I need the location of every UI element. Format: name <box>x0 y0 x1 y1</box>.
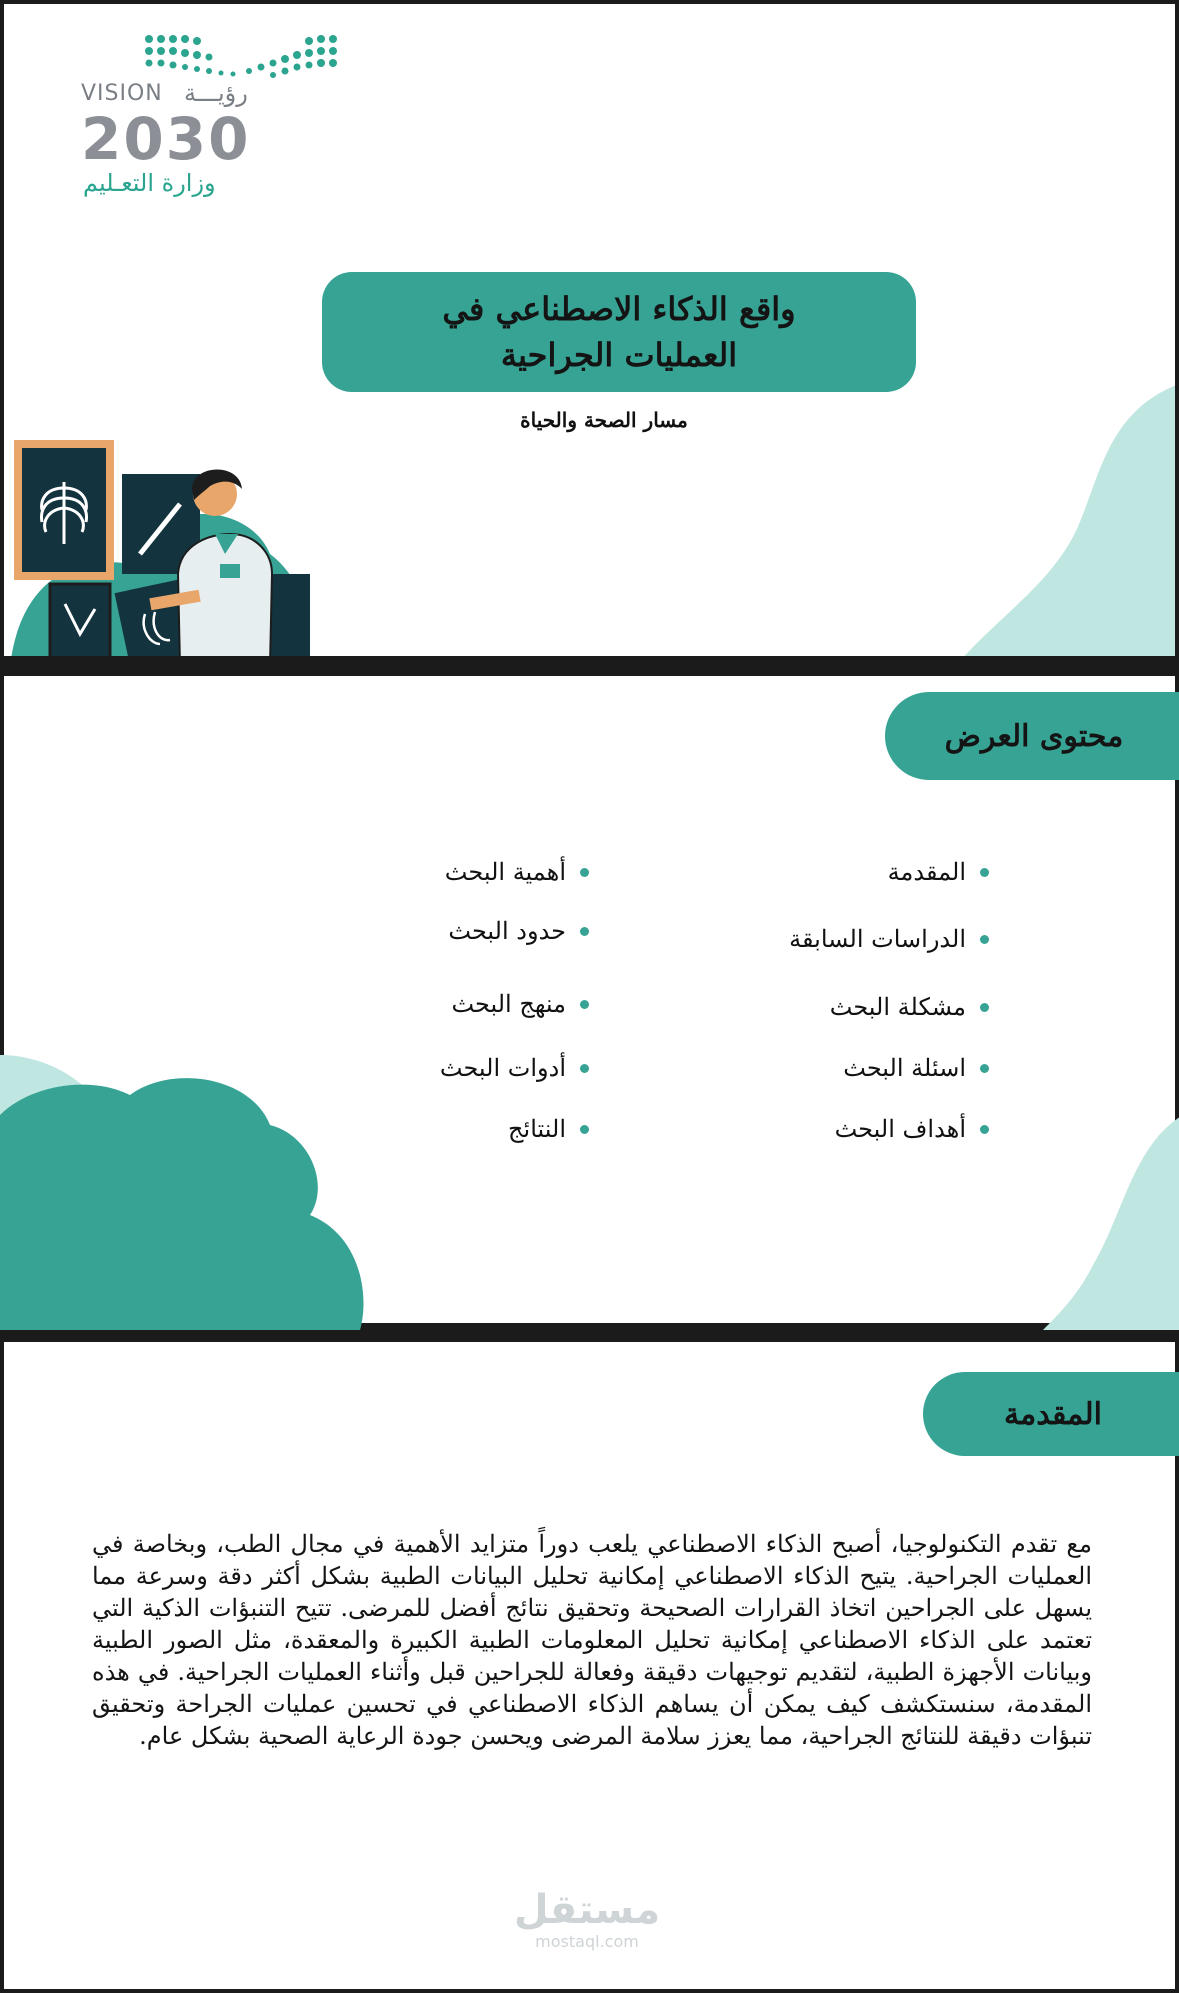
agenda-heading-banner <box>885 692 1179 780</box>
introduction-heading-banner <box>923 1372 1179 1456</box>
logo-vision-en: VISION <box>81 81 163 106</box>
presentation-title: واقع الذكاء الاصطناعي في العمليات الجراحية <box>442 290 796 374</box>
agenda-heading: محتوى العرض <box>944 718 1124 754</box>
logo-ministry: وزارة التعـليم <box>83 169 216 197</box>
bullet-icon <box>980 868 989 877</box>
agenda-item: مشكلة البحث <box>830 993 989 1021</box>
vision-2030-logo <box>79 29 339 204</box>
doctor-xray-illustration <box>10 434 310 660</box>
watermark-ar: مستقل <box>513 1887 661 1933</box>
logo-vision-ar: رؤيـــة <box>184 79 248 107</box>
agenda-item: حدود البحث <box>448 917 589 945</box>
mostaql-watermark <box>512 1888 662 1951</box>
bullet-icon <box>580 1064 589 1073</box>
agenda-item: أهمية البحث <box>445 858 589 886</box>
agenda-item: الدراسات السابقة <box>789 925 989 953</box>
decorative-blob <box>1043 1115 1179 1330</box>
decorative-cloud-blob <box>0 1055 370 1330</box>
presentation-subtitle: مسار الصحة والحياة <box>520 408 688 432</box>
decorative-blob <box>949 384 1179 660</box>
agenda-item: منهج البحث <box>451 990 589 1018</box>
agenda-item: أدوات البحث <box>440 1054 589 1082</box>
title-slide <box>0 0 1179 660</box>
introduction-paragraph: مع تقدم التكنولوجيا، أصبح الذكاء الاصطناعي يلعب دوراً متزايد الأهمية في مجال الطب، وبخاصة في العمليات الجراحية. يتيح الذكاء الاصطناعي إمكانية تحليل البيانات الطبية بشكل أكثر دقة وسرعة مما يسهل على الجراحين اتخاذ القرارات الصحيحة وتحقيق نتائج أفضل للمرضى. تتيح التنبؤات الذكية التي تعتمد على الذكاء الاصطناعي إمكانية تحليل المعلومات الطبية الكبيرة والمعقدة، مثل الصور الطبية وبيانات الأجهزة الطبية، لتقديم توجيهات دقيقة وفعالة للجراحين قبل وأثناء العمليات الجراحية. في هذه المقدمة، سنستكشف كيف يمكن أن يساهم الذكاء الاصطناعي في تحسين عمليات الجراحة وتحقيق تنبؤات دقيقة للنتائج الجراحية، مما يعزز سلامة المرضى ويحسن جودة الرعاية الصحية بشكل عام. <box>92 1530 1093 1750</box>
bullet-icon <box>980 1003 989 1012</box>
bullet-icon <box>580 868 589 877</box>
bullet-icon <box>580 927 589 936</box>
agenda-item: أهداف البحث <box>835 1115 989 1143</box>
introduction-heading: المقدمة <box>1004 1396 1102 1432</box>
logo-year: 2030 <box>81 105 251 173</box>
agenda-item: النتائج <box>508 1115 589 1143</box>
bullet-icon <box>980 1064 989 1073</box>
watermark-en: mostaql.com <box>535 1932 639 1951</box>
title-banner <box>322 272 916 392</box>
agenda-item: المقدمة <box>888 858 989 886</box>
bullet-icon <box>580 1000 589 1009</box>
bullet-icon <box>980 935 989 944</box>
agenda-item: اسئلة البحث <box>843 1054 989 1082</box>
bullet-icon <box>580 1125 589 1134</box>
bullet-icon <box>980 1125 989 1134</box>
